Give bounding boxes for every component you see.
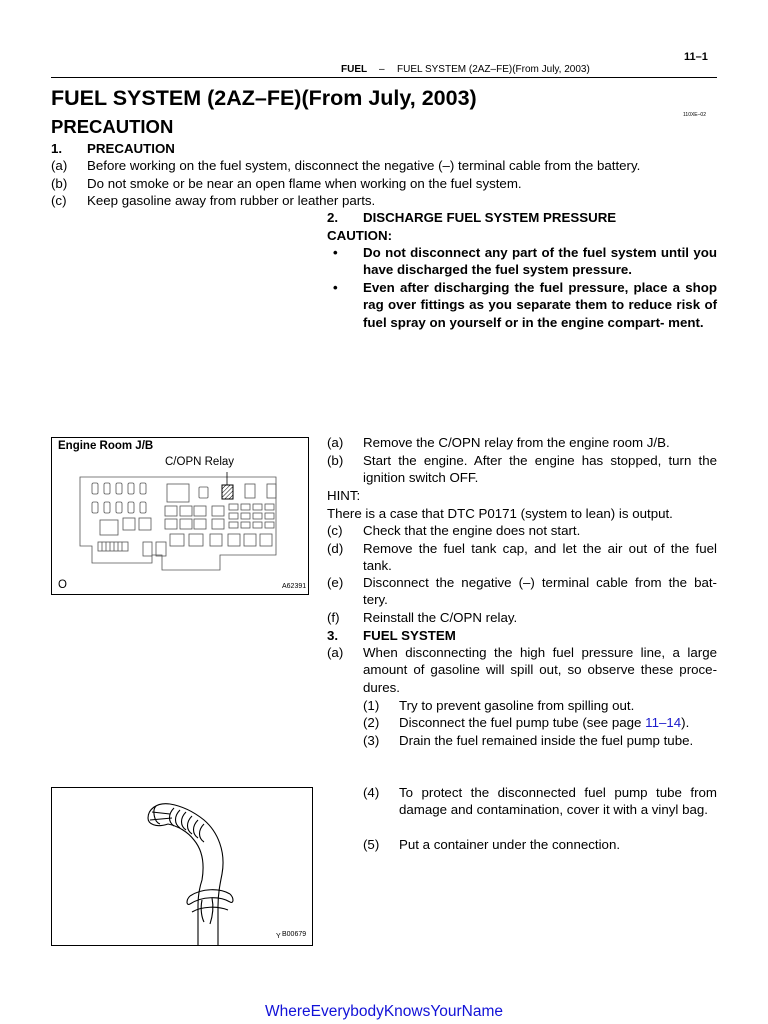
section3-heading-row (327, 627, 456, 644)
substep-marker: (3) (363, 733, 380, 748)
page-link[interactable]: 11–14 (645, 715, 682, 730)
bullet: • (333, 245, 338, 260)
doc-code: 110XE–02 (683, 112, 706, 118)
page-subtitle: PRECAUTION (51, 116, 174, 137)
section2-heading-row (327, 209, 617, 226)
page-title: FUEL SYSTEM (2AZ–FE)(From July, 2003) (51, 86, 477, 110)
substep-text: To protect the disconnected fuel pump tube from damage and contamination, cover it with a vinyl bag. (399, 785, 717, 818)
substep-text: Drain the fuel remained inside the fuel pump tube. (399, 733, 694, 748)
header-section: FUEL (341, 64, 368, 75)
step-text: Disconnect the negative (–) terminal cable from the bat- tery. (363, 575, 717, 608)
caution-text: Do not disconnect any part of the fuel system until you have discharged the fuel system pressure. (363, 245, 717, 278)
small-mark: Y (276, 933, 281, 940)
step-marker: (e) (327, 575, 344, 590)
section3-heading: FUEL SYSTEM (363, 628, 456, 643)
step-marker: (d) (327, 541, 344, 556)
junction-block-drawing (52, 438, 308, 594)
footer-watermark: WhereEverybodyKnowsYourName (264, 1003, 504, 1020)
step-marker: (b) (327, 453, 344, 468)
item-marker: (b) (51, 176, 68, 191)
step-text: Check that the engine does not start. (363, 523, 581, 538)
substep-marker: (2) (363, 715, 380, 730)
substep-marker: (5) (363, 837, 380, 852)
bullet: • (333, 280, 338, 295)
header-subsection: FUEL SYSTEM (2AZ–FE)(From July, 2003) (397, 64, 590, 75)
step-text: Remove the C/OPN relay from the engine room J/B. (363, 435, 670, 450)
caution-label: CAUTION: (327, 228, 392, 243)
substep-text (399, 714, 689, 731)
item-text: Before working on the fuel system, disconnect the negative (–) terminal cable from the battery. (87, 158, 641, 173)
corner-mark: O (58, 579, 67, 591)
figure-code: B00679 (282, 931, 307, 938)
item-marker: (a) (51, 158, 68, 173)
step-marker: (f) (327, 610, 340, 625)
step-text: When disconnecting the high fuel pressure line, a large amount of gasoline will spill out, so observe these proce- dures. (363, 645, 717, 695)
section1-num: 1. (51, 141, 63, 156)
item-text: Keep gasoline away from rubber or leather parts. (87, 193, 376, 208)
step-marker: (a) (327, 645, 344, 660)
figure-engine-room-jb (51, 437, 309, 595)
figure-fuel-pump-tube (51, 787, 313, 946)
step-text: Remove the fuel tank cap, and let the air out of the fuel tank. (363, 541, 717, 574)
step-marker: (c) (327, 523, 343, 538)
substep-text-before: Disconnect the fuel pump tube (see page (399, 715, 646, 730)
header-rule (51, 77, 717, 78)
substep-text: Put a container under the connection. (399, 837, 621, 852)
hint-text: There is a case that DTC P0171 (system to lean) is output. (327, 506, 673, 521)
section2-num: 2. (327, 210, 339, 225)
figure-code: A62391 (282, 583, 307, 590)
relay-label: C/OPN Relay (165, 456, 235, 468)
substep-marker: (4) (363, 785, 380, 800)
step-text: Reinstall the C/OPN relay. (363, 610, 518, 625)
caution-text: Even after discharging the fuel pressure, place a shop rag over fittings as you separate them to reduce risk of fuel spray on yourself or in the engine compart- ment. (363, 280, 717, 330)
fuel-tube-drawing (52, 788, 312, 945)
step-text: Start the engine. After the engine has stopped, turn the ignition switch OFF. (363, 453, 717, 486)
copn-relay (222, 485, 233, 499)
step-marker: (a) (327, 435, 344, 450)
substep-marker: (1) (363, 698, 380, 713)
hint-label: HINT: (327, 488, 361, 503)
substep-text-after: ). (681, 715, 690, 730)
figure-title: Engine Room J/B (58, 440, 154, 452)
section3-num: 3. (327, 628, 339, 643)
header-dash: – (379, 64, 385, 75)
section1-heading-row (51, 140, 175, 157)
item-text: Do not smoke or be near an open flame when working on the fuel system. (87, 176, 522, 191)
item-marker: (c) (51, 193, 67, 208)
section1-heading: PRECAUTION (87, 141, 175, 156)
page-number: 11–1 (684, 51, 708, 63)
section2-heading: DISCHARGE FUEL SYSTEM PRESSURE (363, 210, 617, 225)
substep-text: Try to prevent gasoline from spilling out. (399, 698, 635, 713)
